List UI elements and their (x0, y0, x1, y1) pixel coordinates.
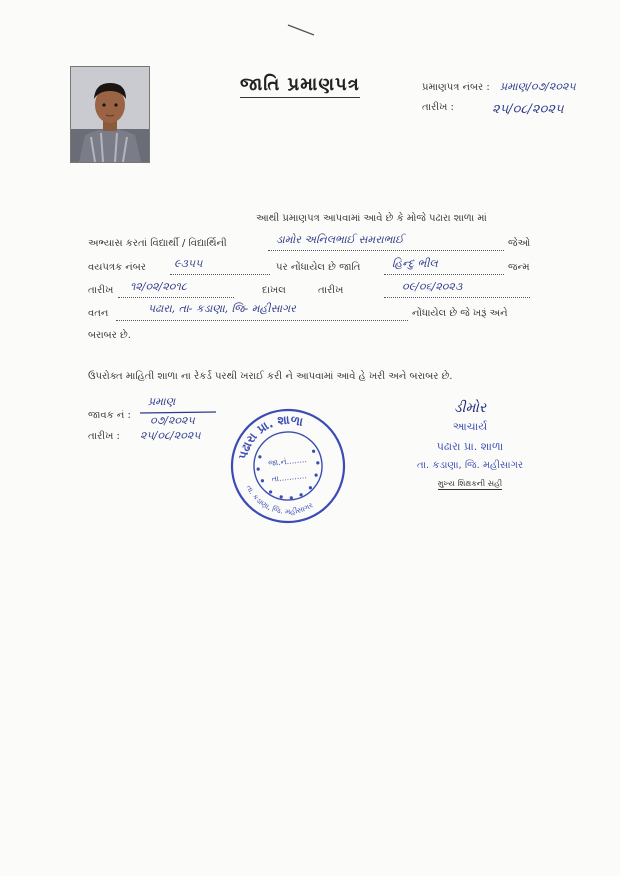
caste-label: પર નોંધાયેલ છે જાતિ (276, 262, 361, 273)
certificate-no-label: પ્રમાણપત્ર નંબર : (422, 82, 490, 93)
school-stamp (222, 400, 354, 532)
certificate-no-value: પ્રમાણ/૦૭/૨૦૨૫ (500, 80, 576, 93)
school-name-stamp: પઢારા પ્રા. શાળા (436, 440, 504, 453)
admission-date: ૦૯/૦૬/૨૦૨૩ (402, 280, 463, 293)
sign-caption: મુખ્ય શિક્ષકની સહી (437, 479, 503, 488)
header-date-value: ૨૫/૦૮/૨૦૨૫ (492, 102, 564, 117)
stamp-inner-line1: જા.નં........ (267, 455, 308, 469)
outward-label: જાવક નં : (88, 410, 131, 421)
student-label: અભ્યાસ કરતાં વિદ્યાર્થી / વિદ્યાર્થિની (88, 238, 227, 249)
designation-stamp: આચાર્ય (452, 420, 488, 433)
student-suffix: જેઓ (508, 238, 531, 249)
body-closing: બરાબર છે. (88, 330, 131, 341)
stamp-bottom-text: તા. કડાણા, જિ. મહીસાગર (244, 483, 315, 517)
outward-value-top: પ્રમાણ (148, 395, 176, 408)
register-label: વયપત્રક નંબર (88, 262, 146, 273)
signature: ડીમોર (453, 400, 487, 416)
footer-date-label: તારીખ : (88, 431, 120, 442)
native-suffix: નોંધાયેલ છે જે ખરૂં અને (412, 308, 508, 319)
taluka-stamp: તા. કડાણા, જિ. મહીસાગર (416, 460, 524, 471)
birth-suffix: જન્મ (508, 262, 530, 273)
stamp-ring-text: પઢારા પ્રા. શાળા (235, 412, 305, 461)
signature-block (400, 400, 540, 490)
declaration-text: ઉપરોક્ત માહિતી શાળા ના રેકર્ડ પરથી ખરાઈ કરી ને આપવામાં આવે હે ખરી અને બરાબર છે. (88, 371, 453, 382)
stamp-inner-line2: તા........... (271, 471, 308, 484)
admission-label: દાખલ (262, 285, 286, 296)
birth-date: ૧૨/૦૨/૨૦૧૮ (130, 280, 187, 293)
footer-date-value: ૨૫/૦૮/૨૦૨૫ (140, 429, 201, 442)
caste-value: હિન્દુ ભીલ (392, 257, 438, 270)
student-name: ડામોર અનિલભાઈ સમરાભાઈ (276, 233, 404, 246)
header-date-label: તારીખ : (422, 102, 454, 113)
intro-text: આથી પ્રમાણપત્ર આપવામાં આવે છે કે મોજે પઢારા શાળા માં (256, 213, 487, 224)
register-no: ૯૩૫૫ (174, 257, 203, 270)
admission-date-label: તારીખ (318, 285, 344, 296)
student-photo (70, 66, 150, 163)
page-title: જાતિ પ્રમાણપત્ર (240, 74, 360, 98)
birth-date-label: તારીખ (88, 285, 114, 296)
pen-mark (286, 22, 316, 38)
native-label: વતન (88, 308, 109, 319)
native-place: પઢારા, તા- કડાણા, જિ- મહીસાગર (148, 302, 296, 315)
outward-value-bottom: ૦૭/૨૦૨૫ (150, 414, 195, 427)
